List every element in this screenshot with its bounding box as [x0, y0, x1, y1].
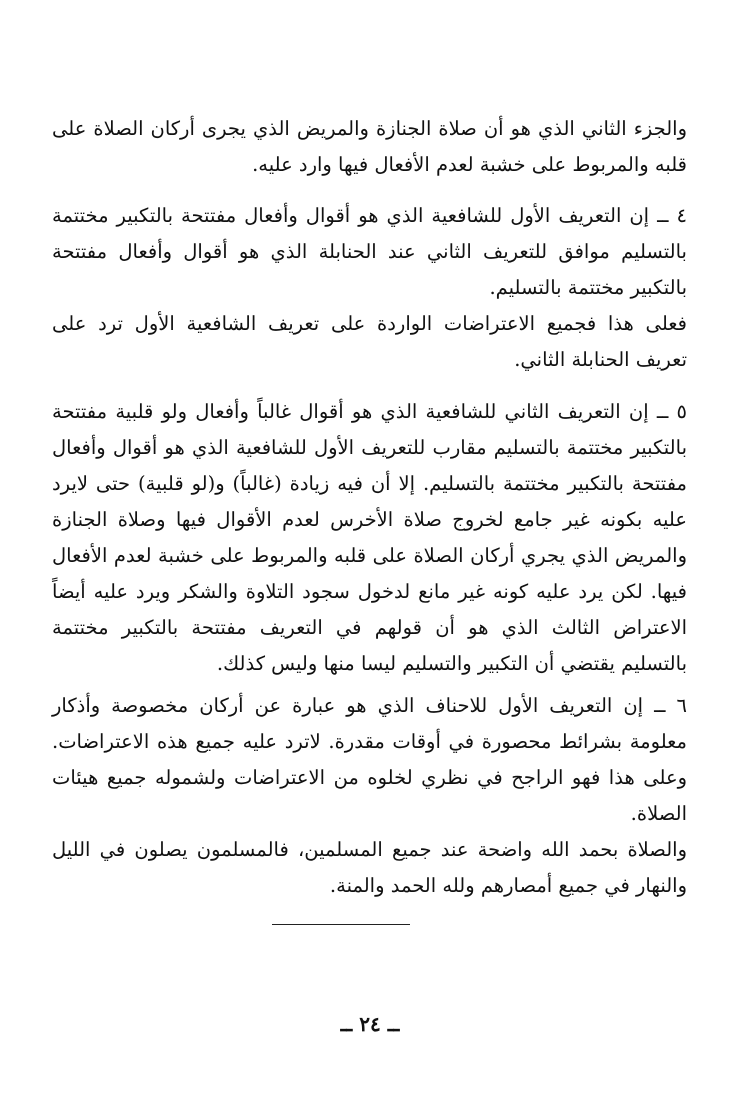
- paragraph-1: والجزء الثاني الذي هو أن صلاة الجنازة والمريض الذي يجرى أركان الصلاة على قلبه والمربوط على خشبة لعدم الأفعال فيها وارد عليه.: [52, 117, 687, 176]
- paragraph-point-4: ٤ ــ إن التعريف الأول للشافعية الذي هو أقوال وأفعال مفتتحة بالتكبير مختتمة بالتسليم موافق للتعريف الثاني عند الحنابلة الذي هو أقوال وأفعال مفتتحة بالتكبير مختتمة بالتسليم.: [52, 204, 687, 299]
- page-number: ــ ٢٤ ــ: [340, 1012, 400, 1036]
- paragraph-3: فعلى هذا فجميع الاعتراضات الواردة على تعريف الشافعية الأول ترد على تعريف الحنابلة الثاني.: [52, 312, 687, 371]
- paragraph-closing: والصلاة بحمد الله واضحة عند جميع المسلمين، فالمسلمون يصلون في الليل والنهار في جميع أمصارهم ولله الحمد والمنة.: [52, 838, 687, 897]
- footnote-divider: [272, 924, 410, 925]
- paragraph-point-6: ٦ ــ إن التعريف الأول للاحناف الذي هو عبارة عن أركان مخصوصة وأذكار معلومة بشرائط محصورة في أوقات مقدرة. لاترد عليه جميع هذه الاعتراضات. وعلى هذا فهو الراجح في نظري لخلوه من الاعتراضات ولشموله جميع هيئات الصلاة.: [52, 694, 687, 825]
- paragraph-point-5: ٥ ــ إن التعريف الثاني للشافعية الذي هو أقوال غالباً وأفعال ولو قلبية مفتتحة بالتكبير مختتمة بالتسليم مقارب للتعريف الأول للشافعية الذي هو أقوال وأفعال مفتتحة بالتكبير مختتمة بالتسليم. إلا أن فيه زيادة (غالباً) و(لو قلبية) حتى لايرد عليه بكونه غير جامع لخروج صلاة الأخرس لعدم الأقوال فيها وصلاة الجنازة والمريض الذي يجري أركان الصلاة على قلبه والمربوط على خشبة لعدم الأفعال فيها. لكن يرد عليه كونه غير مانع لدخول سجود التلاوة والشكر ويرد عليه أيضاً الاعتراض الثالث الذي هو أن قولهم في التعريف مفتتحة بالتكبير مختتمة بالتسليم يقتضي أن التكبير والتسليم ليسا منها وليس كذلك.: [52, 400, 687, 675]
